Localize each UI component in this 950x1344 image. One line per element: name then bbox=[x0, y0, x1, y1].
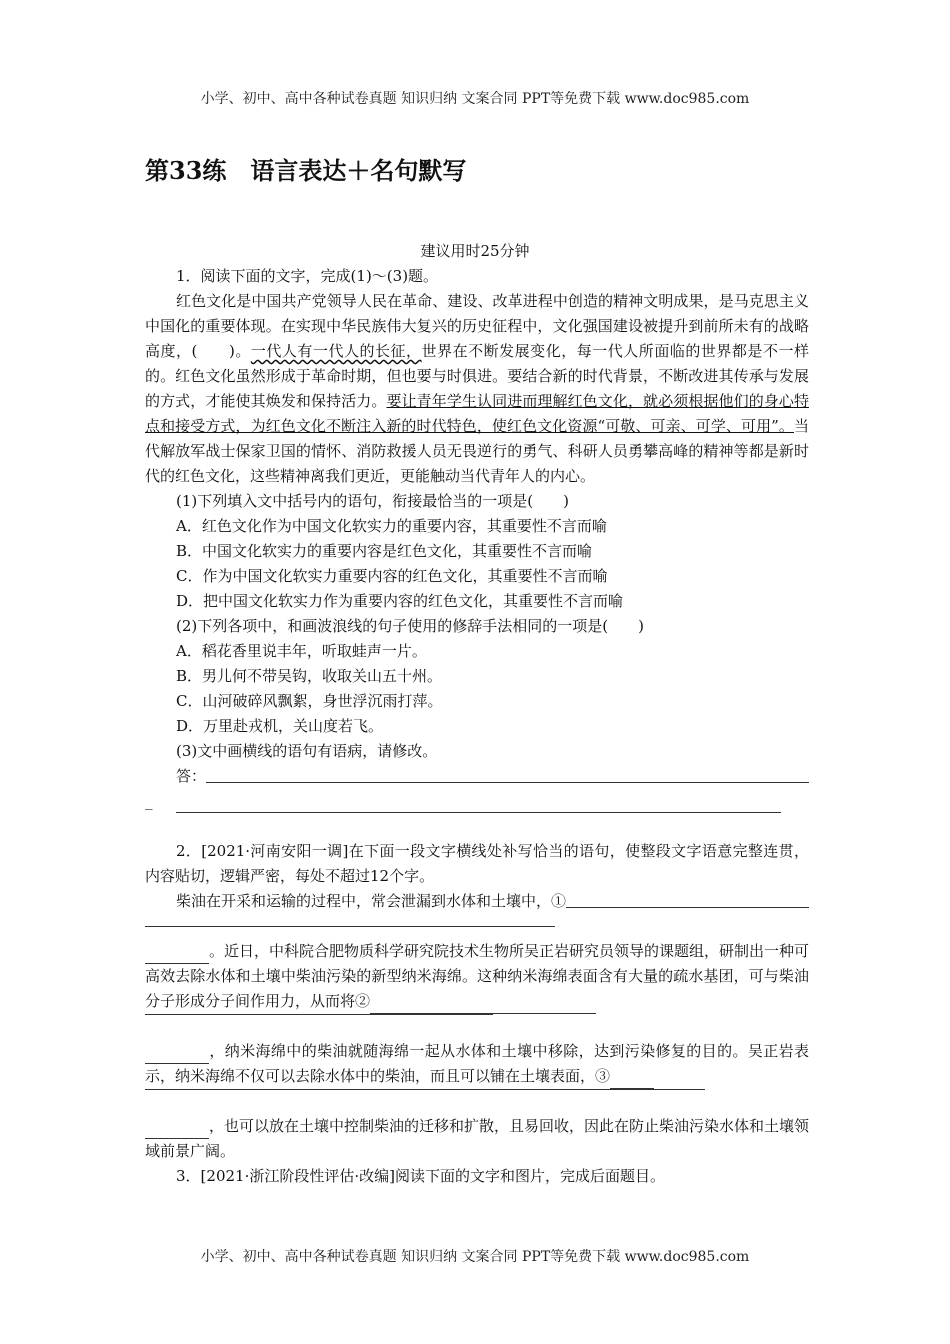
blank-1-continuation-wrap bbox=[145, 914, 809, 939]
question-2-passage-line-1 bbox=[145, 889, 809, 914]
sub2-option-c: C．山河破碎风飘絮，身世浮沉雨打萍。 bbox=[176, 692, 443, 710]
passage-part-c: 当代解放军战士保家卫国的情怀、消防救援人员无畏逆行的勇气、科研人员勇攀高峰的精神等都是新时代的红色文化，这些精神离我们更近，更能触动当代青年人的内心。 bbox=[145, 417, 809, 485]
sub-question-3: (3)文中画横线的语句有语病，请修改。 bbox=[176, 742, 438, 760]
passage-part-b: 世界在不断发展变化，每一代人所面临的世界都是不一样的。红色文化虽然形成于革命时期，但也要与时俱进。要结合新的时代背景，不断改进其传承与发展的方式，才能使其焕发和保持活力。 bbox=[145, 342, 809, 410]
sub1-option-c: C．作为中国文化软实力重要内容的红色文化，其重要性不言而喻 bbox=[176, 567, 608, 585]
answer-blank-1[interactable] bbox=[206, 782, 809, 783]
question-1-stem: 1．阅读下面的文字，完成(1)～(3)题。 bbox=[176, 267, 439, 285]
exercise-content bbox=[145, 264, 809, 1189]
sub2-option-d: D．万里赴戎机，关山度若飞。 bbox=[176, 717, 384, 735]
blank-2[interactable] bbox=[370, 995, 596, 1014]
question-2-passage-4 bbox=[145, 1114, 809, 1164]
question-2-passage-2 bbox=[145, 939, 809, 1014]
answer-label: 答： bbox=[176, 767, 207, 785]
answer-line bbox=[145, 764, 809, 789]
q2-passage-part-2: 。近日，中科院合肥物质科学研究院技术生物所吴正岩研究员领导的课题组，研制出一种可高效去除水体和土壤中柴油污染的新型纳米海绵。这种纳米海绵表面含有大量的疏水基团，可与柴油分子形成分子间作用力，从而将② bbox=[145, 942, 810, 1010]
answer-tail: _ bbox=[145, 792, 153, 810]
answer-blank-2[interactable] bbox=[176, 812, 781, 813]
suggested-time: 建议用时25分钟 bbox=[420, 242, 530, 260]
blank-3[interactable] bbox=[610, 1070, 654, 1089]
blank-2-continuation-wrap bbox=[145, 1014, 809, 1039]
sub1-option-b: B．中国文化软实力的重要内容是红色文化，其重要性不言而喻 bbox=[176, 542, 593, 560]
blank-2-continuation[interactable] bbox=[145, 1014, 493, 1015]
sub1-option-d: D．把中国文化软实力作为重要内容的红色文化，其重要性不言而喻 bbox=[176, 592, 624, 610]
underlined-sentence: 要让青年学生认同进而理解红色文化，就必须根据他们的身心特点和接受方式，为红色文化不断注入新的时代特色，使红色文化资源“可敬、可亲、可学、可用”。 bbox=[145, 392, 809, 435]
passage-part-a: 红色文化是中国共产党领导人民在革命、建设、改革进程中创造的精神文明成果，是马克思主义中国化的重要体现。在实现中华民族伟大复兴的历史征程中，文化强国建设被提升到前所未有的战略高度，( )。 bbox=[145, 292, 809, 360]
blank-3-continuation[interactable] bbox=[145, 1089, 705, 1090]
sub1-option-a: A．红色文化作为中国文化软实力的重要内容，其重要性不言而喻 bbox=[176, 517, 607, 535]
answer-blank-2-wrap bbox=[145, 814, 809, 839]
question-1-passage bbox=[145, 289, 809, 489]
q2-passage-part-1: 柴油在开采和运输的过程中，常会泄漏到水体和土壤中，① bbox=[176, 892, 567, 910]
sub2-option-a: A．稻花香里说丰年，听取蛙声一片。 bbox=[176, 642, 427, 660]
question-3-stem: 3．[2021·浙江阶段性评估·改编]阅读下面的文字和图片，完成后面题目。 bbox=[176, 1167, 665, 1185]
q2-passage-part-4: ，也可以放在土壤中控制柴油的迁移和扩散，且易回收，因此在防止柴油污染水体和土壤领域前景广阔。 bbox=[145, 1117, 810, 1160]
blank-2-end[interactable] bbox=[145, 1045, 209, 1064]
blank-1[interactable] bbox=[566, 907, 809, 908]
sub-question-1: (1)下列填入文中括号内的语句，衔接最恰当的一项是( ) bbox=[176, 492, 569, 510]
page-title: 第33练 语言表达＋名句默写 bbox=[145, 156, 467, 185]
blank-1-continuation[interactable] bbox=[145, 926, 555, 927]
sub-question-2: (2)下列各项中，和画波浪线的句子使用的修辞手法相同的一项是( ) bbox=[176, 617, 644, 635]
page-footer: 小学、初中、高中各种试卷真题 知识归纳 文案合同 PPT等免费下载 www.doc985.com bbox=[200, 1249, 750, 1265]
blank-1-end[interactable] bbox=[145, 945, 209, 964]
question-2-passage-3 bbox=[145, 1039, 809, 1089]
page-header: 小学、初中、高中各种试卷真题 知识归纳 文案合同 PPT等免费下载 www.doc985.com bbox=[200, 91, 750, 107]
blank-3-continuation-wrap bbox=[145, 1089, 809, 1114]
question-2-stem: 2．[2021·河南安阳一调]在下面一段文字横线处补写恰当的语句，使整段文字语意完整连贯，内容贴切，逻辑严密，每处不超过12个字。 bbox=[145, 842, 809, 885]
blank-3-end[interactable] bbox=[145, 1120, 209, 1139]
q2-passage-part-3: ，纳米海绵中的柴油就随海绵一起从水体和土壤中移除，达到污染修复的目的。吴正岩表示，纳米海绵不仅可以去除水体中的柴油，而且可以铺在土壤表面，③ bbox=[145, 1042, 809, 1085]
wavy-underlined-sentence: 一代人有一代人的长征， bbox=[250, 342, 422, 360]
sub2-option-b: B．男儿何不带吴钩，收取关山五十州。 bbox=[176, 667, 443, 685]
